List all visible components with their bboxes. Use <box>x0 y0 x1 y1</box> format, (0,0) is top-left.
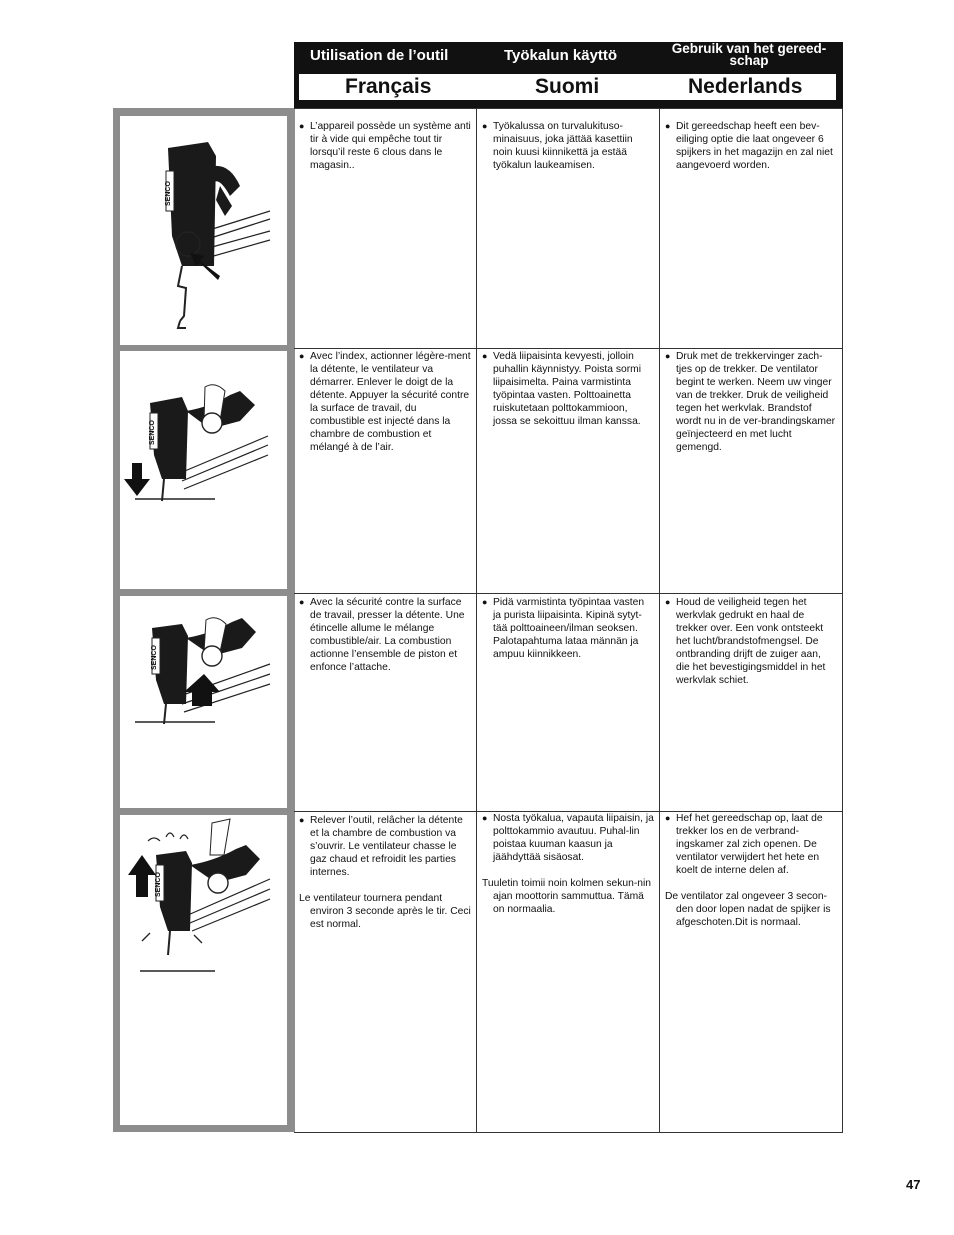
illustration-trigger-fan <box>120 351 287 589</box>
row1-fr <box>299 120 471 172</box>
instruction-note: Tuuletin toimii noin kolmen sekun-nin ajan moottorin sammuttua. Tämä on normaalia. <box>482 878 652 915</box>
lang-francais: Français <box>345 75 432 98</box>
language-bar <box>298 73 837 101</box>
instruction-text: ● Avec la sécurité contre la surface de travail, presser la détente. Une étincelle allume le mélange combustible/air. La combustion actionne l’ensemble de piston et enfonce l’attache. <box>299 596 471 674</box>
row2-fr <box>299 350 471 454</box>
instruction-text: ● Dit gereedschap heeft een bev-eiliging optie die laat ongeveer 6 spijkers in het magazijn en zal niet aangevoerd worden. <box>665 120 837 172</box>
instruction-note: Le ventilateur tournera pendant environ 3 seconde après le tir. Ceci est normal. <box>299 893 471 930</box>
row-divider <box>294 108 843 109</box>
row4-nl <box>665 812 837 929</box>
row3-fi <box>482 596 654 661</box>
instruction-text: ● Relever l’outil, relâcher la détente et la chambre de combustion va s’ouvrir. Le ventilateur chasse le gaz chaud et refroidit les parties internes. <box>299 814 471 879</box>
instruction-text: ● L’appareil possède un système anti tir à vide qui empêche tout tir lorsqu’il reste 6 clous dans le magasin.. <box>299 120 471 172</box>
illustration-release <box>120 815 287 1125</box>
row1-nl <box>665 120 837 172</box>
page-number: 47 <box>906 1177 921 1192</box>
row-divider <box>294 1132 843 1133</box>
nailer-press-down-icon <box>120 351 287 589</box>
tool-brand-label: SENCO <box>155 872 162 897</box>
column-divider <box>476 108 477 1133</box>
language-header <box>294 42 843 108</box>
instruction-text: ● Pidä varmistinta työpintaa vasten ja purista liipaisinta. Kipinä sytyt-tää polttoaineen/ilman seoksen. Palotapahtuma lataa männän ja ampuu kiinnikkeen. <box>482 596 654 661</box>
row4-fi <box>482 812 654 916</box>
row2-nl <box>665 350 837 454</box>
instruction-text: ● Työkalussa on turvalukituso-minaisuus, joka jättää kasettiin noin kuusi kiinnikettä ja estää työkalun laukeamisen. <box>482 120 654 172</box>
instruction-note: De ventilator zal ongeveer 3 secon-den door lopen nadat de spijker is afgeschoten.Dit is normaal. <box>665 891 831 928</box>
instruction-table <box>294 108 843 1133</box>
instruction-text: ● Avec l’index, actionner légère-ment la détente, le ventilateur va démarrer. Enlever le doigt de la détente. Appuyer la sécurité contre la surface de travail, du combustible est injecté dans la chambre de combustion et mélangé à de l’air. <box>299 350 471 454</box>
column-divider <box>659 108 660 1133</box>
nailer-lift-icon <box>120 815 287 1125</box>
row-divider <box>294 348 843 349</box>
nailer-firing-icon <box>120 596 287 808</box>
header-fr-title: Utilisation de l’outil <box>310 46 449 64</box>
instruction-text: ● Houd de veiligheid tegen het werkvlak gedrukt en haal de trekker over. Een vonk ontsteekt het lucht/brandstofmengsel. De ontbranding drijft de zuiger aan, die het bevestigingsmiddel in het werkvlak schiet. <box>665 596 837 687</box>
row4-fr <box>299 814 471 931</box>
tool-brand-label: SENCO <box>149 420 156 445</box>
illustration-fire <box>120 596 287 808</box>
row-divider <box>294 593 843 594</box>
header-nl-title: Gebruik van het gereed-schap <box>671 41 827 68</box>
instruction-text: ● Nosta työkalua, vapauta liipaisin, ja polttokammio avautuu. Puhal-lin poistaa kuuman kaasun ja jäähdyttää sisäosat. <box>482 812 654 864</box>
row3-fr <box>299 596 471 674</box>
row2-fi <box>482 350 654 428</box>
nailer-side-view-icon <box>120 116 287 345</box>
row1-fi <box>482 120 654 172</box>
row3-nl <box>665 596 837 687</box>
instruction-text: ● Hef het gereedschap op, laat de trekker los en de verbrand-ingskamer zal zich openen. De ventilator verwijdert het hete en koelt de interne delen af. <box>665 812 837 877</box>
instruction-text: ● Druk met de trekkervinger zach-tjes op de trekker. De ventilator begint te werken. Neem uw vinger van de trekker. Druk de veiligheid tegen het werkvlak. Brandstof wordt nu in de ver-brandingskamer geïnjecteerd en met lucht gemengd. <box>665 350 837 454</box>
lang-suomi: Suomi <box>535 75 600 98</box>
tool-brand-label: SENCO <box>165 181 172 206</box>
header-fi-title: Työkalun käyttö <box>504 46 618 64</box>
illustration-anti-dry-fire <box>120 116 287 345</box>
lang-nederlands: Nederlands <box>688 75 803 98</box>
tool-brand-label: SENCO <box>151 645 158 670</box>
instruction-text: ● Vedä liipaisinta kevyesti, jolloin puhallin käynnistyy. Poista sormi liipaisimelta. Paina varmistinta työpintaa vasten. Polttoainetta ruiskutetaan polttokammioon, jossa se sekoittuu ilman kanssa. <box>482 350 654 428</box>
column-divider <box>842 108 843 1133</box>
